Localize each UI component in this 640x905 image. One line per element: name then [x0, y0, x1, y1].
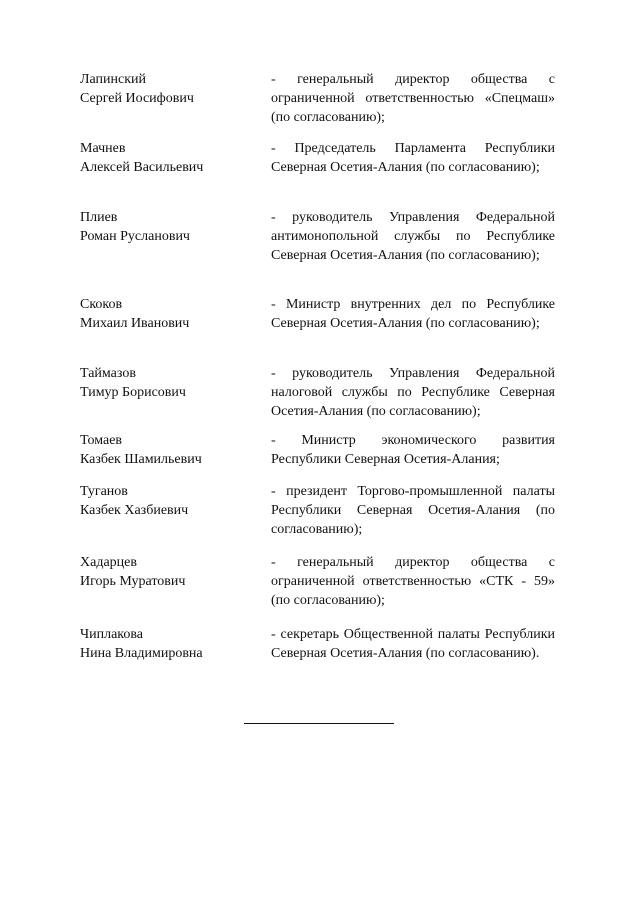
- member-surname: Томаев: [80, 433, 123, 448]
- member-role: - генеральный директор общества с ограниченной ответственностью «Спецмаш» (по согласованию);: [271, 72, 555, 125]
- closing-divider: [244, 723, 394, 724]
- member-given-name: Тимур Борисович: [80, 385, 186, 400]
- member-role: - генеральный директор общества с ограниченной ответственностью «СТК - 59» (по согласованию);: [271, 555, 555, 608]
- member-surname: Скоков: [80, 297, 123, 312]
- member-role: - Министр экономического развития Республики Северная Осетия-Алания;: [271, 433, 555, 467]
- member-name: [80, 482, 260, 520]
- member-given-name: Нина Владимировна: [80, 646, 203, 661]
- member-surname: Чиплакова: [80, 627, 144, 642]
- member-given-name: Игорь Муратович: [80, 574, 186, 589]
- member-name: [80, 295, 260, 333]
- member-name: [80, 431, 260, 469]
- member-given-name: Алексей Васильевич: [80, 160, 204, 175]
- member-role: - Министр внутренних дел по Республике Северная Осетия-Алания (по согласованию);: [271, 297, 555, 331]
- member-given-name: Михаил Иванович: [80, 316, 190, 331]
- member-surname: Таймазов: [80, 366, 136, 381]
- member-given-name: Сергей Иосифович: [80, 91, 194, 106]
- member-role: - Председатель Парламента Республики Северная Осетия-Алания (по согласованию);: [271, 141, 555, 175]
- member-name: [80, 553, 260, 591]
- member-name: [80, 70, 260, 108]
- member-name: [80, 364, 260, 402]
- member-name: [80, 625, 260, 663]
- member-role: - секретарь Общественной палаты Республики Северная Осетия-Алания (по согласованию).: [271, 627, 555, 661]
- member-surname: Мачнев: [80, 141, 126, 156]
- member-name: [80, 139, 260, 177]
- member-surname: Лапинский: [80, 72, 147, 87]
- member-name: [80, 208, 260, 246]
- member-surname: Плиев: [80, 210, 118, 225]
- member-given-name: Казбек Хазбиевич: [80, 503, 189, 518]
- member-role: - президент Торгово-промышленной палаты Республики Северная Осетия-Алания (по согласованию);: [271, 484, 555, 537]
- member-given-name: Казбек Шамильевич: [80, 452, 202, 467]
- member-given-name: Роман Русланович: [80, 229, 190, 244]
- member-role: - руководитель Управления Федеральной антимонопольной службы по Республике Северная Осетия-Алания (по согласованию);: [271, 210, 555, 263]
- member-role: - руководитель Управления Федеральной налоговой службы по Республике Северная Осетия-Алания (по согласованию);: [271, 366, 555, 419]
- member-surname: Туганов: [80, 484, 128, 499]
- member-surname: Хадарцев: [80, 555, 137, 570]
